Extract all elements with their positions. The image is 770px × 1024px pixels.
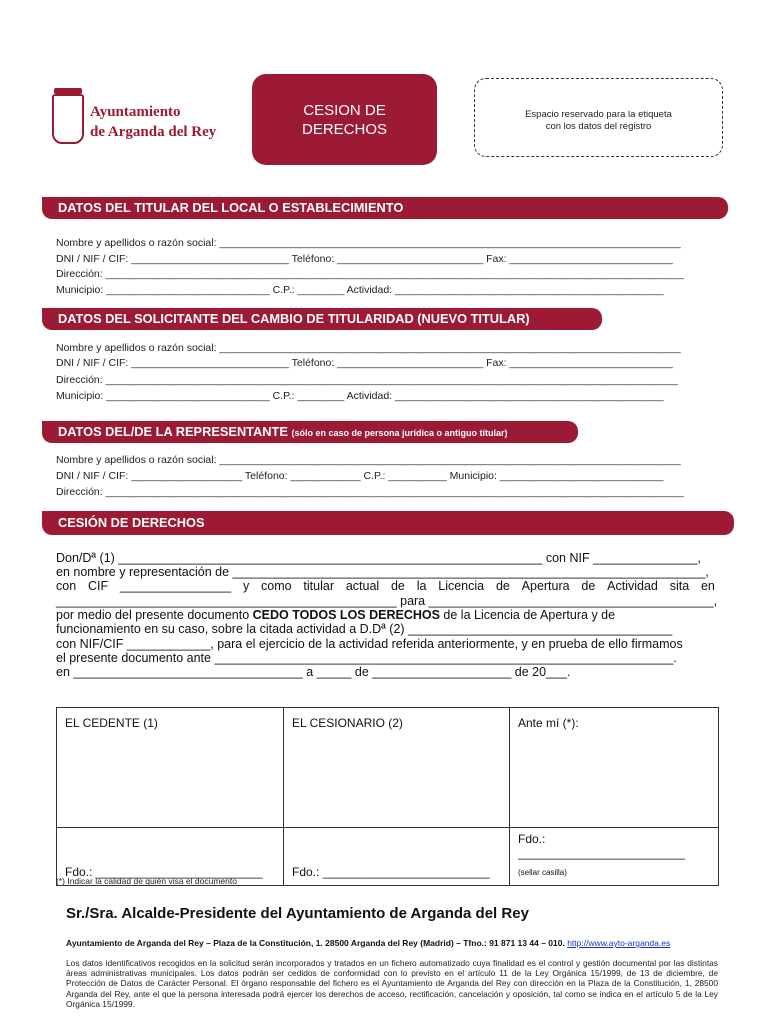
ante-cell[interactable] (510, 708, 719, 828)
word: de (495, 579, 510, 593)
cedo-derechos-text: CEDO TODOS LOS DERECHOS (252, 608, 440, 622)
cesion-line-9[interactable]: en _________________________________ a _____ de ____________________ de 20___. (56, 665, 571, 679)
address-text: Ayuntamiento de Arganda del Rey – Plaza de la Constitución, 1. 28500 Arganda del Rey (Madrid) – Tfno.: 91 871 13 44 – 010. (66, 938, 568, 948)
legal-notice: Los datos identificativos recogidos en la solicitud serán incorporados y tratados en un fichero automatizado cuya finalidad es el control y gestión documental por las distintas áreas administrativas municipales. Los datos podrán ser cedidos de conformidad con lo previsto en el artículo 11 de la Ley Orgánica 15/1999, de 13 de diciembre, de Protección de Datos de Carácter Personal. El órgano responsable del fichero es el Ayuntamiento de Arganda del Rey con dirección en la Plaza de la Constitución, 1, 28500 Arganda del Rey, ante el que la persona interesada podrá ejercer los derechos de acceso, rectificación, cancelación y oposición, tal como se indica en el artículo 5 de la Ley Orgánica 15/1999. (66, 958, 718, 1009)
representante-dni-phone-cp-municipio-field[interactable]: DNI / NIF / CIF: ___________________ Teléfono: ____________ C.P.: __________ Municipio: ____________________________ (56, 470, 664, 482)
word: y (242, 579, 250, 593)
website-link[interactable]: http://www.ayto-arganda.es (567, 938, 671, 948)
word: Licencia (438, 579, 485, 593)
text: por medio del presente documento (56, 608, 253, 622)
fdo-text: Fdo.: _________________________ (65, 865, 263, 879)
word: Apertura (521, 579, 570, 593)
blank: ________________ (119, 579, 232, 593)
recipient-title: Sr./Sra. Alcalde-Presidente del Ayuntamiento de Arganda del Rey (66, 905, 529, 922)
word: Actividad (607, 579, 658, 593)
text: de la Licencia de Apertura y de (439, 608, 616, 622)
word: titular (303, 579, 334, 593)
registry-label-box (474, 78, 723, 157)
fdo-text: Fdo.: _________________________ (518, 832, 685, 860)
cesion-line-2[interactable]: en nombre y representación de ____________________________________________________________________, (56, 565, 709, 579)
fdo-text: Fdo.: _________________________ (292, 865, 490, 879)
section-representante-header (42, 421, 578, 443)
titular-name-field[interactable]: Nombre y apellidos o razón social: _______________________________________________________________________________ (56, 237, 681, 249)
word: con (56, 579, 77, 593)
cesion-line-8[interactable]: el presente documento ante __________________________________________________________________. (56, 651, 677, 665)
cesion-line-7[interactable]: con NIF/CIF ____________, para el ejercicio de la actividad referida anteriormente, y en prueba de ello firmamos (56, 637, 683, 651)
logo-line-2: de Arganda del Rey (90, 124, 217, 140)
word: la (416, 579, 427, 593)
title-line-2: DERECHOS (301, 120, 387, 138)
section-cesion-header: CESIÓN DE DERECHOS (42, 511, 734, 535)
word: de (390, 579, 405, 593)
address-line (66, 938, 670, 948)
titular-address-field[interactable]: Dirección: ___________________________________________________________________________________________________ (56, 268, 684, 280)
section-solicitante-header: DATOS DEL SOLICITANTE DEL CAMBIO DE TITULARIDAD (NUEVO TITULAR) (42, 308, 602, 330)
representante-name-field[interactable]: Nombre y apellidos o razón social: _______________________________________________________________________________ (56, 454, 681, 466)
footnote: (*) Indicar la calidad de quién visa el documento (56, 876, 237, 886)
logo-line-1: Ayuntamiento (90, 104, 181, 120)
cesion-line-3[interactable] (56, 579, 715, 593)
cesionario-cell[interactable] (284, 708, 510, 828)
titular-municipio-cp-actividad-field[interactable]: Municipio: ____________________________ C.P.: ________ Actividad: ______________________________________________ (56, 284, 664, 296)
cedente-cell[interactable] (57, 708, 284, 828)
cesionario-label: EL CESIONARIO (2) (292, 716, 403, 730)
word: como (261, 579, 292, 593)
document-title (252, 74, 437, 165)
word: sita (669, 579, 690, 593)
cesion-line-5 (56, 608, 615, 622)
label-line-2: con los datos del registro (545, 121, 652, 132)
fdo-ante[interactable] (510, 828, 719, 886)
word: CIF (87, 579, 109, 593)
sello-note: (sellar casilla) (518, 868, 567, 877)
word: de (581, 579, 596, 593)
word: actual (345, 579, 380, 593)
signature-table (56, 707, 719, 886)
cesion-line-6[interactable]: funcionamiento en su caso, sobre la citada actividad a D.Dª (2) ______________________________________ (56, 622, 673, 636)
ante-label: Ante mí (*): (518, 716, 579, 730)
solicitante-name-field[interactable]: Nombre y apellidos o razón social: _______________________________________________________________________________ (56, 342, 681, 354)
title-line-1: CESION DE (303, 101, 386, 119)
coat-of-arms-icon (52, 94, 84, 144)
representante-address-field[interactable]: Dirección: ___________________________________________________________________________________________________ (56, 486, 684, 498)
solicitante-municipio-cp-actividad-field[interactable]: Municipio: ____________________________ C.P.: ________ Actividad: ______________________________________________ (56, 390, 664, 402)
solicitante-address-field[interactable]: Dirección: __________________________________________________________________________________________________ (56, 374, 678, 386)
cesion-line-4[interactable]: _________________________________________________ para _________________________________________, (56, 594, 718, 608)
word: en (700, 579, 715, 593)
titular-dni-phone-fax-field[interactable]: DNI / NIF / CIF: ___________________________ Teléfono: _________________________ Fax: ____________________________ (56, 253, 673, 265)
ayuntamiento-logo (52, 90, 242, 150)
section-titular-header: DATOS DEL TITULAR DEL LOCAL O ESTABLECIMIENTO (42, 197, 728, 219)
cesion-line-1[interactable]: Don/Dª (1) _____________________________________________________________ con NIF _______________, (56, 551, 701, 565)
cedente-label: EL CEDENTE (1) (65, 716, 158, 730)
fdo-cesionario[interactable] (284, 828, 510, 886)
representante-subtitle: (sólo en caso de persona jurídica o antiguo titular) (291, 428, 508, 438)
label-line-1: Espacio reservado para la etiqueta (525, 109, 672, 120)
solicitante-dni-phone-fax-field[interactable]: DNI / NIF / CIF: ___________________________ Teléfono: _________________________ Fax: ____________________________ (56, 357, 673, 369)
representante-title: DATOS DEL/DE LA REPRESENTANTE (58, 424, 288, 439)
